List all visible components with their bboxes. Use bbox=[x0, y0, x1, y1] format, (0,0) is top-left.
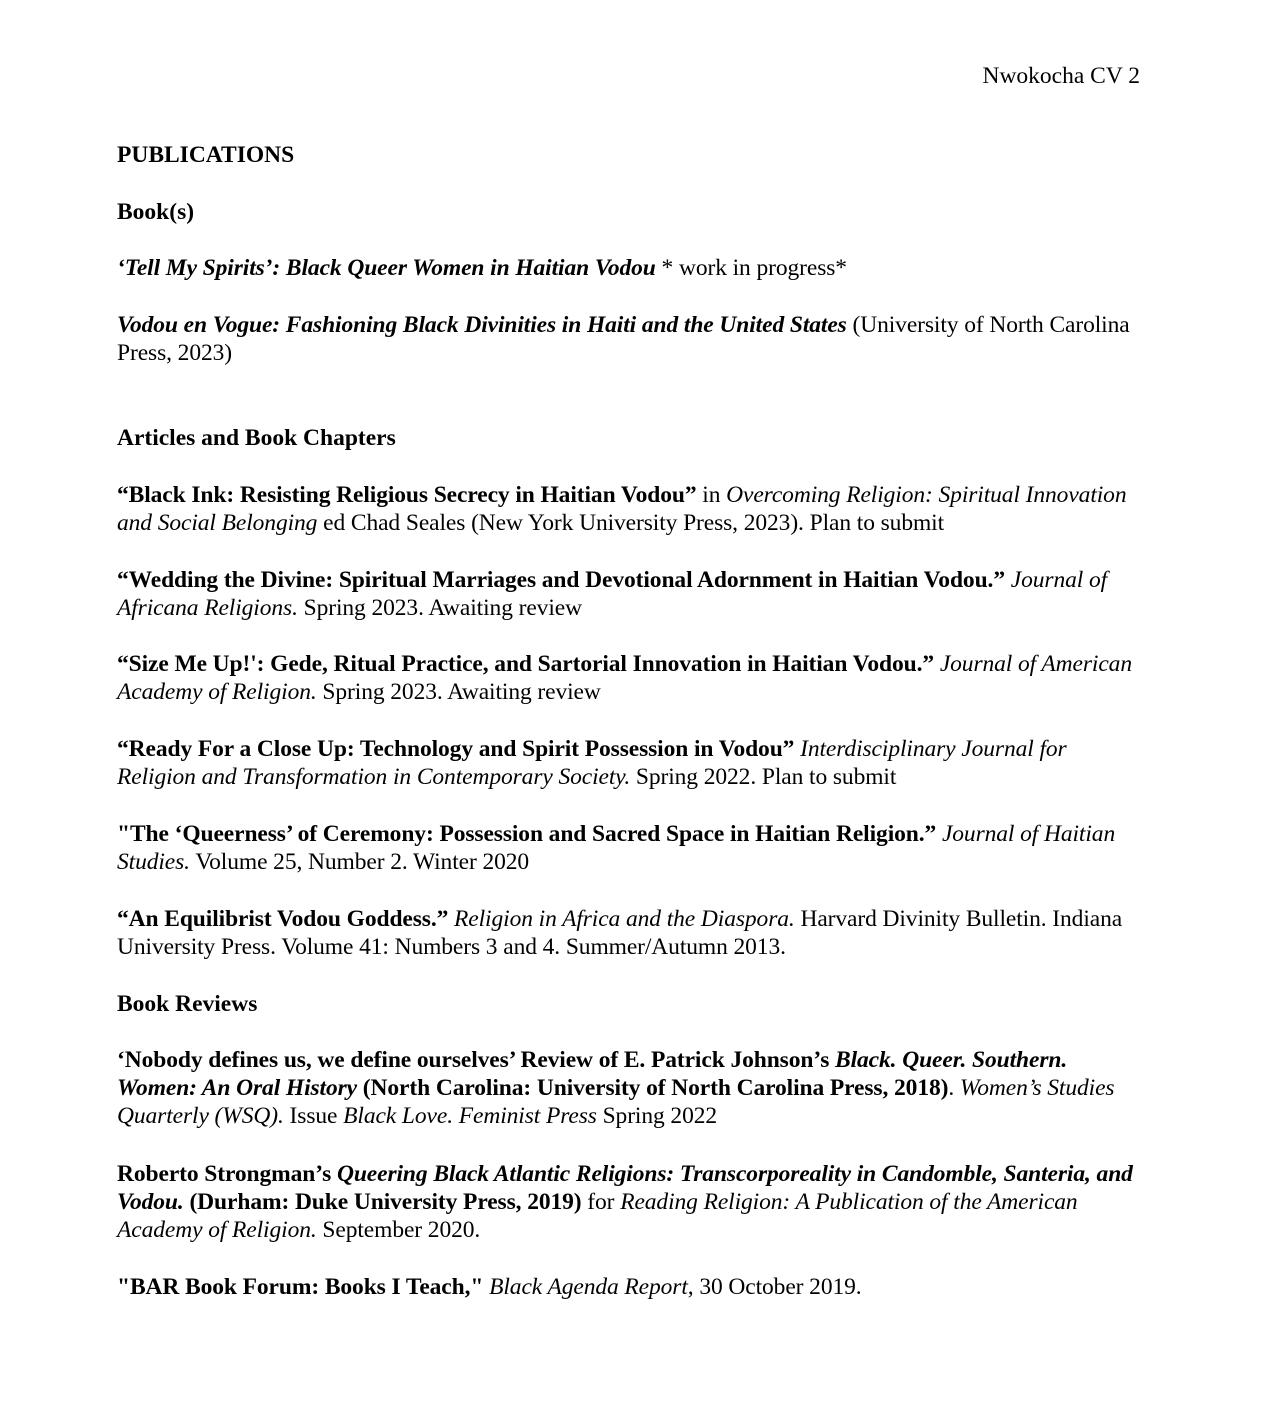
review-venue: Women’s Studies Quarterly (WSQ). bbox=[117, 1075, 1115, 1129]
review-entry bbox=[117, 1160, 1147, 1244]
article-connector: in bbox=[696, 482, 727, 508]
review-lead: Roberto Strongman’s bbox=[117, 1161, 337, 1187]
article-venue: Journal of American Academy of Religion. bbox=[117, 651, 1132, 705]
article-details: Spring 2022. Plan to submit bbox=[630, 764, 897, 790]
article-details: Spring 2023. Awaiting review bbox=[297, 595, 582, 621]
article-title: “Wedding the Divine: Spiritual Marriages and Devotional Adornment in Haitian Vodou.” bbox=[117, 567, 1005, 593]
book-title: Vodou en Vogue: Fashioning Black Divinities in Haiti and the United States bbox=[117, 312, 847, 338]
reviews-heading: Book Reviews bbox=[117, 991, 258, 1017]
review-connector: for bbox=[581, 1189, 621, 1215]
article-venue: Overcoming Religion: Spiritual Innovation and Social Belonging bbox=[117, 482, 1127, 536]
articles-heading: Articles and Book Chapters bbox=[117, 425, 396, 451]
article-venue: Journal of Africana Religions. bbox=[117, 567, 1108, 621]
article-venue: Interdisciplinary Journal for Religion and Transformation in Contemporary Society. bbox=[117, 736, 1067, 790]
reviewed-book-publisher: (Durham: Duke University Press, 2019) bbox=[183, 1189, 582, 1215]
book-note: (University of North Carolina Press, 2023) bbox=[117, 312, 1130, 366]
article-details: ed Chad Seales (New York University Press, 2023). Plan to submit bbox=[317, 510, 945, 536]
article-title: “An Equilibrist Vodou Goddess.” bbox=[117, 906, 449, 932]
book-title: ‘Tell My Spirits’: Black Queer Women in Haitian Vodou bbox=[117, 255, 656, 281]
article-title: “Ready For a Close Up: Technology and Spirit Possession in Vodou” bbox=[117, 736, 795, 762]
article-entry bbox=[117, 820, 1147, 876]
review-separator: . bbox=[948, 1075, 960, 1101]
article-details: Spring 2023. Awaiting review bbox=[316, 679, 601, 705]
article-entry bbox=[117, 481, 1147, 537]
review-entry bbox=[117, 1046, 1147, 1130]
books-heading: Book(s) bbox=[117, 199, 195, 225]
reviewed-book-title: Queering Black Atlantic Religions: Transcorporeality in Candomble, Santeria, and Vodou. bbox=[117, 1161, 1133, 1215]
article-title: "The ‘Queerness’ of Ceremony: Possession and Sacred Space in Haitian Religion.” bbox=[117, 821, 937, 847]
review-entry bbox=[117, 1273, 1147, 1301]
review-title: "BAR Book Forum: Books I Teach," bbox=[117, 1274, 484, 1300]
article-details: Volume 25, Number 2. Winter 2020 bbox=[189, 849, 530, 875]
review-issue-label: Issue bbox=[283, 1103, 344, 1129]
article-title: “Black Ink: Resisting Religious Secrecy in Haitian Vodou” bbox=[117, 482, 697, 508]
review-date: Spring 2022 bbox=[596, 1103, 718, 1129]
book-entry bbox=[117, 311, 1147, 367]
article-entry bbox=[117, 566, 1147, 622]
article-entry bbox=[117, 905, 1147, 961]
article-title: “Size Me Up!': Gede, Ritual Practice, and Sartorial Innovation in Haitian Vodou.” bbox=[117, 651, 935, 677]
article-entry bbox=[117, 735, 1147, 791]
review-date: September 2020. bbox=[316, 1217, 481, 1243]
article-venue: Journal of Haitian Studies. bbox=[117, 821, 1116, 875]
reviewed-book-publisher: (North Carolina: University of North Carolina Press, 2018) bbox=[357, 1075, 949, 1101]
review-issue-name: Black Love. Feminist Press bbox=[343, 1103, 597, 1129]
review-lead: ‘Nobody defines us, we define ourselves’ Review of E. Patrick Johnson’s bbox=[117, 1047, 836, 1073]
article-entry bbox=[117, 650, 1147, 706]
review-date: , 30 October 2019. bbox=[687, 1274, 862, 1300]
reviewed-book-title: Black. Queer. Southern. Women: An Oral History bbox=[117, 1047, 1068, 1101]
running-head: Nwokocha CV 2 bbox=[982, 63, 1140, 89]
book-entry bbox=[117, 254, 1147, 282]
book-note: * work in progress* bbox=[655, 255, 847, 281]
review-venue: Black Agenda Report bbox=[489, 1274, 688, 1300]
article-details: Harvard Divinity Bulletin. Indiana University Press. Volume 41: Numbers 3 and 4. Summer/Autumn 2013. bbox=[117, 906, 1123, 960]
review-venue: Reading Religion: A Publication of the American Academy of Religion. bbox=[117, 1189, 1078, 1243]
section-title-publications: PUBLICATIONS bbox=[117, 142, 295, 168]
article-venue: Religion in Africa and the Diaspora. bbox=[454, 906, 795, 932]
